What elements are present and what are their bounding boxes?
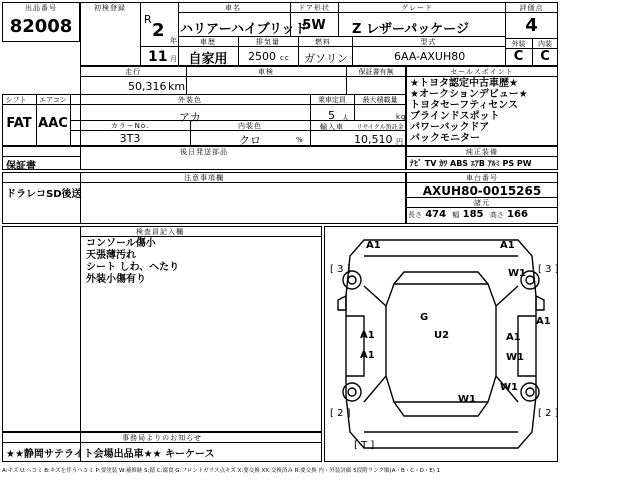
mark-2-left: [ 2 ] [330,408,351,419]
ac: AAC [38,116,68,131]
height: 166 [507,209,528,220]
mark-3-right: [ 3 ] [538,264,559,275]
grade: Z レザーパッケージ [352,22,470,37]
color: アカ [179,111,201,124]
aftermarket-label: 後日発送部品 [180,148,228,156]
color-no: 3T3 [119,132,141,145]
windshield [394,272,488,284]
office-label: 事務局よりのお知らせ [122,434,202,442]
sales-points-list [410,78,528,144]
list-item: バックモニター [410,133,480,144]
color-no-label: カラーNo. [110,122,150,130]
sales-points-label: セールスポイント [450,68,514,76]
recycle-unit: 円 [396,138,404,146]
load-label: 最大積載量 [362,96,398,104]
height-label: 高さ [489,211,504,219]
month-unit: 月 [170,55,178,63]
mark-w1-rear: W1 [458,394,476,405]
capacity: 5 [328,109,335,122]
divider [140,2,141,66]
list-item: 外装小傷有り [86,274,146,285]
reg-year: 2 [152,20,165,41]
mark-u2: U2 [434,330,450,341]
import-label: 輸入車 [320,123,344,131]
door-label: ドア形状 [298,4,330,12]
warranty-label: 保証書有無 [358,68,394,76]
list-item: コンソール傷小 [86,238,156,249]
interior-color: クロ [239,134,261,147]
dims-row [408,209,528,220]
office-value: ★★静岡サテライト会場出品車★★ キーケース [6,449,215,460]
notes-label: 注意事項欄 [184,174,224,182]
era: R [144,13,152,26]
list-item: ★トヨタ認定中古車歴★ [410,78,518,89]
shift: FAT [6,116,32,131]
fuel-label: 燃料 [315,38,331,46]
divider [140,46,178,47]
percent-unit: % [296,136,304,144]
recycle-label: リサイクル預託金 [356,124,404,131]
year-unit: 年 [170,37,178,45]
body-type-label: 車歴 [200,38,216,46]
score: 4 [525,15,538,36]
list-item: ★オークションデビュー★ [410,89,528,100]
mark-a1-right-1: A1 [536,316,551,327]
car-diagram [324,226,558,462]
color-label: 外装色 [178,96,202,104]
inspector-notes [86,238,179,286]
mark-2-right: [ 2 ] [538,408,559,419]
lot-number-label: 出品番号 [25,4,57,12]
mark-a1-front-left: A1 [366,240,381,251]
car-name: ハリアーハイブリッド [180,22,308,37]
aftermarket-value: 保証書 [6,161,36,172]
length: 474 [425,209,447,220]
load-unit: kg [396,113,407,121]
lot-number: 82008 [9,16,73,37]
chassis-number: AXUH80-0015265 [422,184,542,198]
chassis-label: 車台番号 [466,174,498,182]
mark-3-left: [ 3 ] [330,264,351,275]
mileage-unit: km [168,80,186,93]
mark-g: G [420,312,429,323]
fuel: ガソリン [304,52,348,65]
ac-label: エアコン [39,96,67,104]
inspector-left [2,226,80,432]
usage: 自家用 [188,52,228,67]
width: 185 [462,209,484,220]
list-item: トヨタセーフティセンス [410,100,518,111]
mark-a1-left-2: A1 [360,350,375,361]
width-label: 幅 [452,211,460,219]
list-item: ブラインドスポット [410,111,500,122]
mark-t: [ T ] [354,440,375,451]
exterior-grade: C [513,49,524,64]
shift-label: シフト [5,96,27,104]
mark-w1-right-1: W1 [506,352,524,363]
model-label: 型式 [420,38,437,46]
dims-label: 諸元 [474,199,490,207]
interior-color-label: 内装色 [238,122,262,130]
exterior-label: 外装 [511,40,526,48]
inspection-label: 車検 [258,68,274,76]
displacement-label: 排気量 [256,38,280,46]
mark-a1-front-right: A1 [500,240,515,251]
recycle: 10,510 [354,133,393,146]
displacement: 2500 [248,50,276,63]
genuine-value: ﾅﾋﾞ TV ｶﾜ ABS ｴｱB ｱﾙﾐ PS PW [410,159,532,168]
list-item: 天張薄汚れ [86,250,136,261]
interior-label: 内装 [538,40,552,48]
inspector-label: 検査員記入欄 [136,228,184,236]
mark-a1-right-2: A1 [506,332,521,343]
reg-label: 初検登録 [94,4,126,12]
reg-month: 11 [148,49,168,65]
model: 6AA-AXUH80 [394,50,466,63]
interior-grade: C [540,49,550,64]
score-label: 評価点 [519,4,544,12]
door-type: 5W [302,18,326,33]
capacity-label: 乗車定員 [318,96,346,104]
legend: A:キズ U:ヘコミ B:キズを伴うヘコミ P:要塗装 W:補修跡 S:錆 C:腐食 G:フロントガラス点キズ X:要交換 XX:交換済み R:要交換 内・外装評価 5段階ランク順(A・B・C・D・E) 1 [2,468,441,474]
grade-label: グレード [401,4,433,12]
mark-a1-left-1: A1 [360,330,375,341]
mark-w1-front-right: W1 [508,268,526,279]
list-item: パワーバックドア [410,122,490,133]
divider [310,130,406,131]
length-label: 長さ [408,211,422,219]
capacity-unit: 人 [342,114,350,122]
car-roof [386,284,496,402]
mark-w1-right-2: W1 [500,382,518,393]
aftermarket-value-box [80,156,406,170]
car-name-label: 車名 [225,4,241,12]
list-item: シート しわ、へたり [86,262,180,273]
genuine-label: 純正装備 [466,148,498,156]
mileage-label: 走行 [125,68,141,76]
notes-value: ドラレコSD後送 [6,189,82,200]
mileage: 50,316 [128,80,167,93]
displacement-unit: cc [280,54,290,62]
